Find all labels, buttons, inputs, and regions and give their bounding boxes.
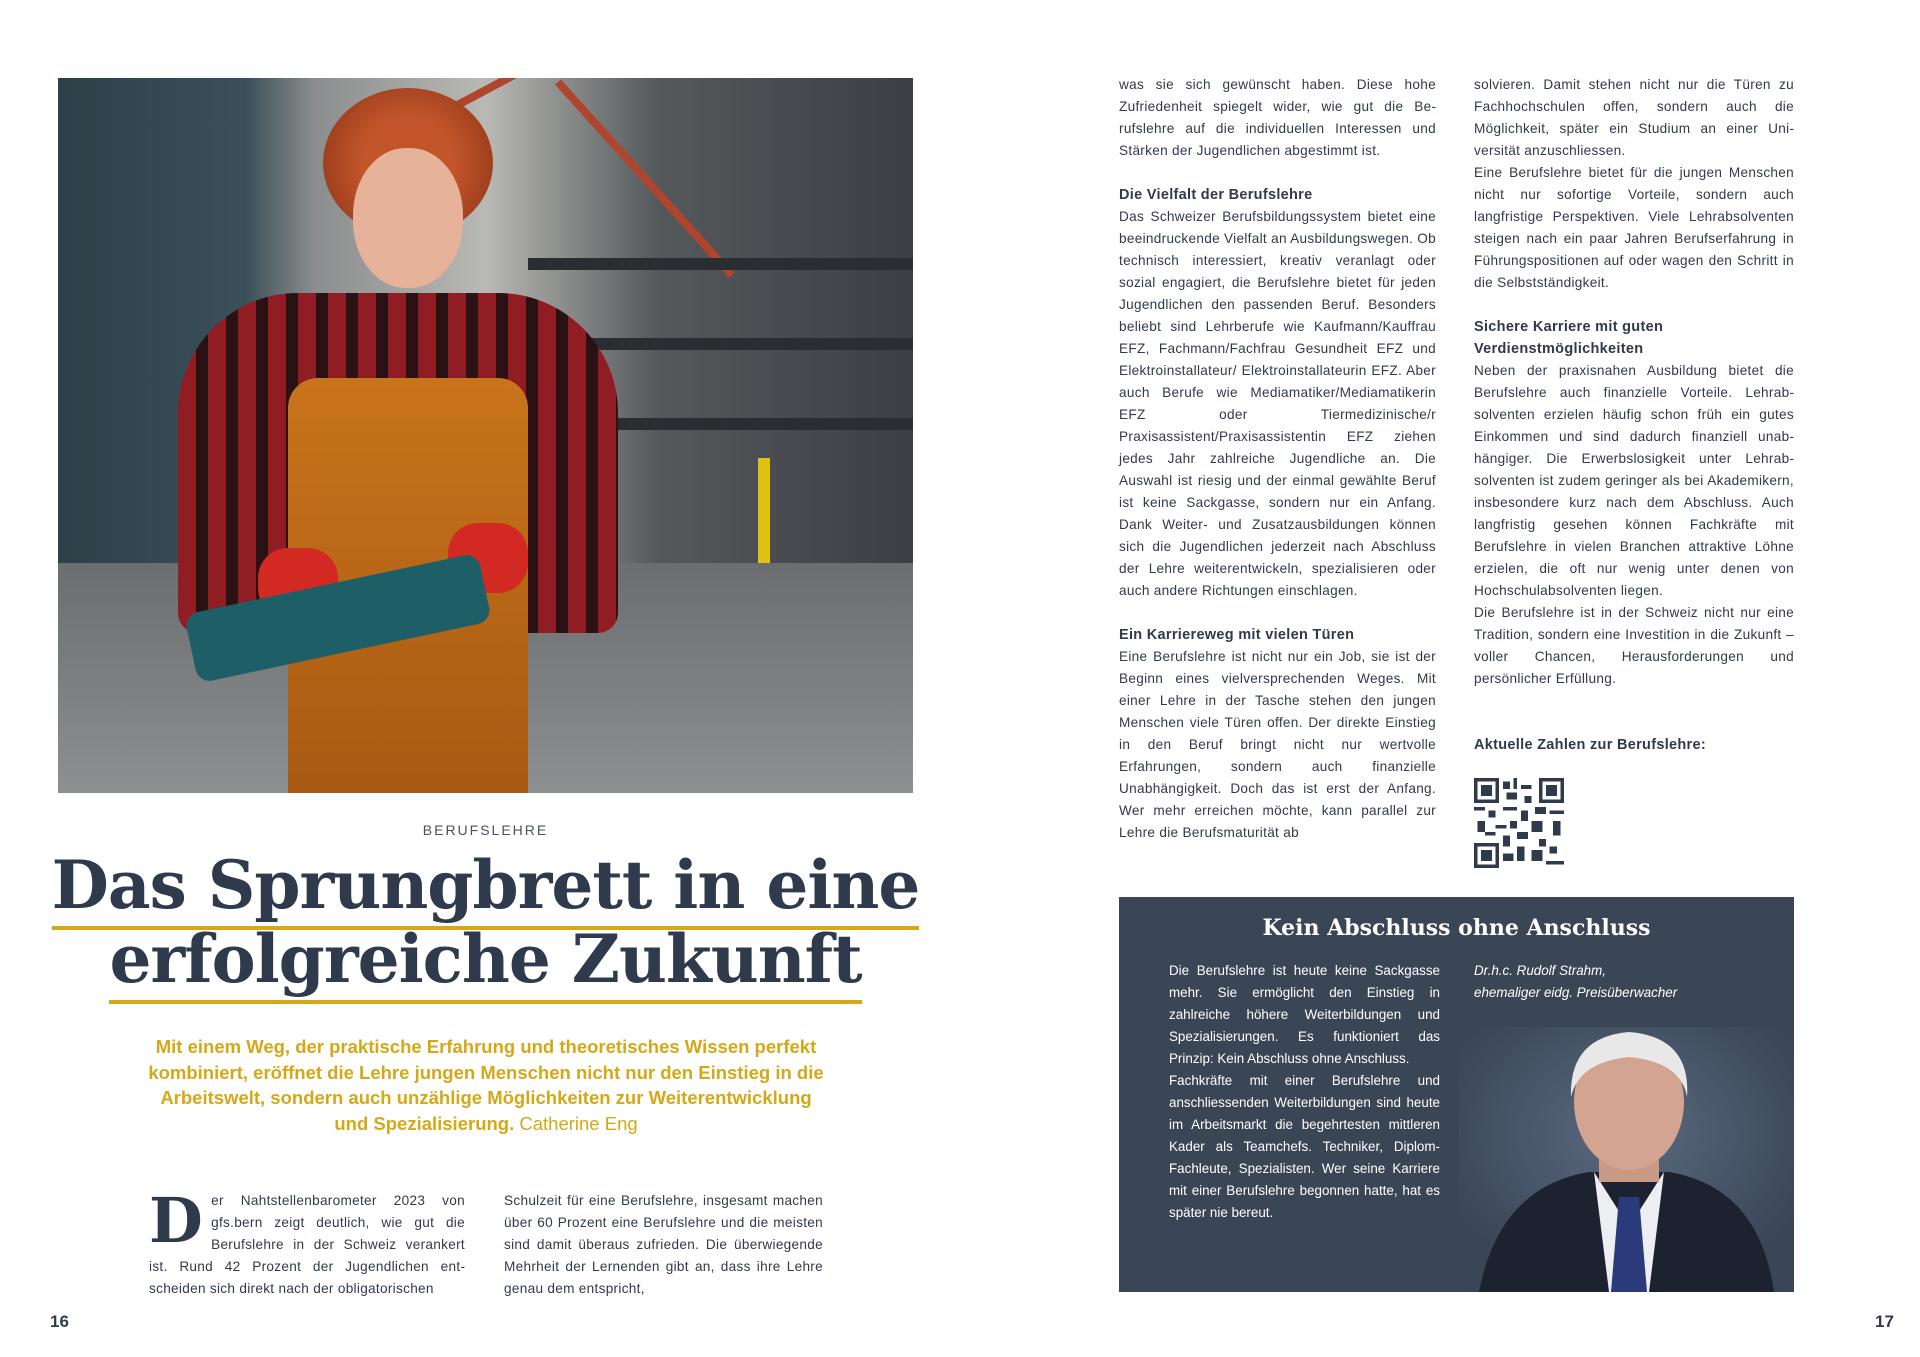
body-column-4 [1474,74,1794,756]
body-column-1 [149,1184,465,1300]
qr-code[interactable] [1474,778,1564,868]
subheading-vielfalt: Die Vielfalt der Berufslehre [1119,187,1313,203]
article-title [0,848,971,996]
body-text: was sie sich gewünscht haben. Diese hohe Zufriedenheit spiegelt wider, wie gut die Berufslehre auf die individuellen Interessen und Stärken der Jugendlichen abgestimmt ist. [1119,77,1436,158]
title-line-1: Das Sprungbrett in eine [52,846,920,930]
subheading-sicher: Sichere Karriere mit guten Verdienstmöglichkeiten [1474,319,1664,357]
quote-attribution [1474,960,1677,1004]
body-text: er Nahtstellenbarometer 2023 von gfs.bern zeigt deutlich, wie gut die Berufslehre in der Schweiz verankert ist. Rund 42 Prozent der Jugendlichen entscheiden sich direkt nach der obligatorischen [149,1193,465,1296]
quote-role: ehemaliger eidg. Preisüberwacher [1474,985,1678,1000]
body-text: Das Schweizer Berufsbildungssystem bietet eine beeindruckende Vielfalt an Ausbildungswegen. Ob technisch interessiert, kreativ veranlagt oder sozial engagiert, die Berufslehre bietet für jeden Jugendlichen den passenden Beruf. Besonders beliebt sind Lehrberufe wie Kaufmann/Kauffrau EFZ, Fachmann/Fachfrau Gesundheit EFZ und Elektroinstallateur/ Elektroinstallateurin EFZ. Aber auch Berufe wie Mediamatiker/Mediamatikerin EFZ oder Tiermedizinische/r Praxisassistent/Praxisassistentin EFZ ziehen jedes Jahr zahlreiche Jugendliche an. Die Auswahl ist riesig und der einmal gewählte Beruf ist keine Sackgasse, sondern nur ein Anfang. Dank Weiter- und Zusatzausbildungen können sich die Jugendlichen jederzeit nach Abschluss der Lehre weiterentwickeln, spezialisieren oder auch andere Richtungen einschlagen. [1119,209,1436,598]
subheading-karriereweg: Ein Karriereweg mit vielen Türen [1119,627,1355,643]
body-column-2: Schulzeit für eine Berufslehre, insgesamt machen über 60 Prozent eine Berufslehre und die meisten sind damit überaus zufrieden. Die überwiegende Mehrheit der Lernenden gibt an, dass ihre Lehre genau dem entspricht, [504,1193,823,1296]
page-number-right: 17 [1875,1312,1894,1331]
sidebar-box-quote [1119,897,1794,1292]
box-paragraph: Fachkräfte mit einer Berufslehre und anschliessenden Weiterbildungen sind heute im Arbeitsmarkt die begehrtesten mittleren Kader als Teamchefs. Techniker, Diplom-Fachleute, Spezialisten. Wer seine Karriere mit einer Berufslehre begonnen hatte, hat es später nie bereut. [1169,1073,1440,1220]
author-name: Catherine Eng [519,1112,638,1134]
box-paragraph: Die Berufslehre ist heute keine Sackgasse mehr. Sie ermöglicht den Einstieg in zahlreiche höhere Weiterbildungen und Spezialisierungen. Es funktioniert das Prinzip: Kein Abschluss ohne Anschluss. [1169,963,1440,1066]
body-text: Die Berufslehre ist in der Schweiz nicht nur eine Tradition, sondern eine Investition in die Zukunft – voller Chancen, Herausforderungen und persönlicher Erfüllung. [1474,605,1794,686]
box-title: Kein Abschluss ohne Anschluss [1262,915,1651,941]
box-text [1169,960,1440,1224]
drop-cap: D [149,1184,204,1257]
lead-text: Mit einem Weg, der praktische Erfahrung und theoretisches Wissen perfekt kombiniert, eröffnet die Lehre jungen Menschen nicht nur den Einstieg in die Arbeitswelt, sondern auch unzählige Möglichkeiten zur Weiterentwicklung und Spezialisierung. [148,1036,824,1134]
body-text: Neben der praxisnahen Ausbildung bietet die Berufslehre auch finanzielle Vorteile. Lehrabsolventen erzielen häufig schon früh ein gutes Einkommen und sind dadurch finanziell unabhängiger. Die Erwerbslosigkeit unter Lehrabsolventen ist zudem geringer als bei Akademikern, insbesondere kurz nach dem Abschluss. Auch langfristig gesehen können Fachkräfte mit Berufslehre in vielen Branchen attraktive Löhne erzielen, die oft nur wenig unter denen von Hochschulabsolventen liegen. [1474,363,1794,598]
body-column-3 [1119,74,1436,844]
quote-name: Dr.h.c. Rudolf Strahm, [1474,963,1606,978]
body-text: Eine Berufslehre bietet für die jungen Menschen nicht nur sofortige Vorteile, sondern auch langfristige Perspektiven. Viele Lehrabsolventen steigen nach ein paar Jahren Berufserfahrung in Führungspositionen auf oder wagen den Schritt in die Selbstständigkeit. [1474,165,1794,290]
portrait-photo [1459,1027,1794,1292]
body-text: Eine Berufslehre ist nicht nur ein Job, sie ist der Beginn eines vielversprechenden Weges. Mit einer Lehre in der Tasche stehen den jungen Menschen viele Türen offen. Der direkte Einstieg in den Beruf bringt nicht nur wertvolle Erfahrungen, sondern auch finanzielle Unabhängigkeit. Doch das ist erst der Anfang. Wer mehr erreichen möchte, kann parallel zur Lehre die Berufsmaturität ab [1119,649,1436,840]
qr-label: Aktuelle Zahlen zur Berufslehre: [1474,737,1706,753]
section-kicker: BERUFSLEHRE [422,822,549,838]
page-number-left: 16 [50,1312,69,1331]
hero-photo-apprentice [58,78,913,793]
title-line-2: erfolgreiche Zukunft [109,920,861,1004]
lead-paragraph [148,1034,824,1136]
body-text: solvieren. Damit stehen nicht nur die Türen zu Fachhochschulen offen, sondern auch die Möglichkeit, später ein Studium an einer Universität anzuschliessen. [1474,77,1794,158]
